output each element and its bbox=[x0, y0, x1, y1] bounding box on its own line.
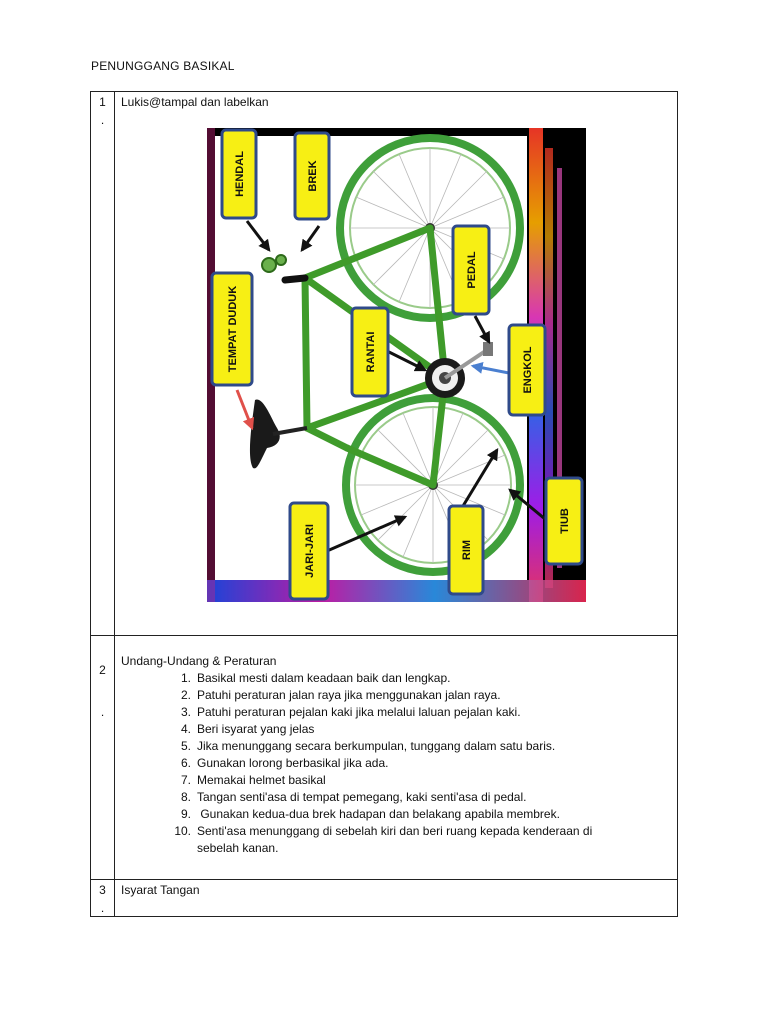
rule-item bbox=[167, 772, 677, 789]
label-brek-text: BREK bbox=[307, 160, 319, 192]
label-brek bbox=[295, 133, 329, 219]
label-rantai-text: RANTAI bbox=[365, 331, 377, 373]
section-2-number-dot: . bbox=[100, 705, 105, 719]
rule-number: 5. bbox=[180, 739, 191, 753]
rules-list bbox=[115, 670, 677, 857]
label-rim bbox=[449, 506, 483, 594]
section-1-row bbox=[91, 92, 678, 636]
section-3-number-cell bbox=[91, 880, 115, 917]
section-3-content bbox=[115, 880, 678, 917]
rule-number: 9. bbox=[180, 807, 191, 821]
section-2-heading: Undang-Undang & Peraturan bbox=[121, 654, 277, 668]
bicycle-diagram bbox=[207, 128, 586, 602]
rule-number: 3. bbox=[180, 705, 191, 719]
section-3-number: 3 bbox=[99, 883, 106, 897]
rule-text: Tangan senti'asa di tempat pemegang, kaki senti'asa di pedal. bbox=[197, 790, 527, 804]
section-1-heading: Lukis@tampal dan labelkan bbox=[121, 95, 269, 109]
rule-number: 10. bbox=[174, 824, 191, 838]
rule-number: 7. bbox=[180, 773, 191, 787]
rule-number: 1. bbox=[180, 671, 191, 685]
rule-number: 2. bbox=[180, 688, 191, 702]
rule-number: 6. bbox=[180, 756, 191, 770]
label-tempat-duduk-text: TEMPAT DUDUK bbox=[227, 285, 239, 373]
label-pedal-text: PEDAL bbox=[466, 251, 478, 289]
rule-number: 4. bbox=[180, 722, 191, 736]
bicycle-figure bbox=[207, 128, 586, 602]
rule-item bbox=[167, 738, 677, 755]
section-3-number-dot: . bbox=[100, 901, 105, 915]
label-engkol-text: ENGKOL bbox=[522, 346, 534, 394]
section-1-content bbox=[115, 92, 678, 636]
label-tiub bbox=[546, 478, 582, 564]
rule-text: Senti'asa menunggang di sebelah kiri dan beri ruang kepada kenderaan di sebelah kanan. bbox=[197, 824, 593, 855]
section-2-row bbox=[91, 636, 678, 880]
rule-number: 8. bbox=[180, 790, 191, 804]
label-rantai bbox=[352, 308, 388, 396]
label-hendal bbox=[222, 130, 256, 218]
section-3-row bbox=[91, 880, 678, 917]
section-2-number-cell bbox=[91, 636, 115, 880]
rule-item bbox=[167, 806, 677, 823]
section-3-heading: Isyarat Tangan bbox=[121, 883, 200, 897]
section-2-number: 2 bbox=[99, 663, 106, 677]
label-tempat-duduk bbox=[212, 273, 252, 385]
rule-text: Memakai helmet basikal bbox=[197, 773, 326, 787]
section-1-number: 1 bbox=[99, 95, 106, 109]
rule-text: Beri isyarat yang jelas bbox=[197, 722, 315, 736]
rule-text: Gunakan kedua-dua brek hadapan dan belakang apabila membrek. bbox=[197, 807, 560, 821]
label-engkol bbox=[509, 325, 545, 415]
rule-item bbox=[167, 704, 677, 721]
label-jari-jari-text: JARI-JARI bbox=[304, 524, 316, 578]
rule-text: Patuhi peraturan pejalan kaki jika melalui laluan pejalan kaki. bbox=[197, 705, 521, 719]
label-tiub-text: TIUB bbox=[559, 508, 571, 534]
section-1-number-dot: . bbox=[100, 113, 105, 127]
rule-item bbox=[167, 823, 677, 857]
rule-text: Gunakan lorong berbasikal jika ada. bbox=[197, 756, 389, 770]
document-title: PENUNGGANG BASIKAL bbox=[91, 59, 235, 73]
label-rim-text: RIM bbox=[461, 539, 473, 561]
worksheet-table bbox=[90, 91, 678, 917]
rule-item bbox=[167, 755, 677, 772]
rule-item bbox=[167, 721, 677, 738]
section-2-content bbox=[115, 636, 678, 880]
section-1-number-cell bbox=[91, 92, 115, 636]
rule-text: Basikal mesti dalam keadaan baik dan lengkap. bbox=[197, 671, 451, 685]
rule-item bbox=[167, 789, 677, 806]
label-jari-jari bbox=[290, 503, 328, 599]
rule-item bbox=[167, 687, 677, 704]
label-hendal-text: HENDAL bbox=[234, 151, 246, 197]
rule-text: Patuhi peraturan jalan raya jika menggunakan jalan raya. bbox=[197, 688, 501, 702]
rule-item bbox=[167, 670, 677, 687]
label-pedal bbox=[453, 226, 489, 314]
rule-text: Jika menunggang secara berkumpulan, tunggang dalam satu baris. bbox=[197, 739, 556, 753]
